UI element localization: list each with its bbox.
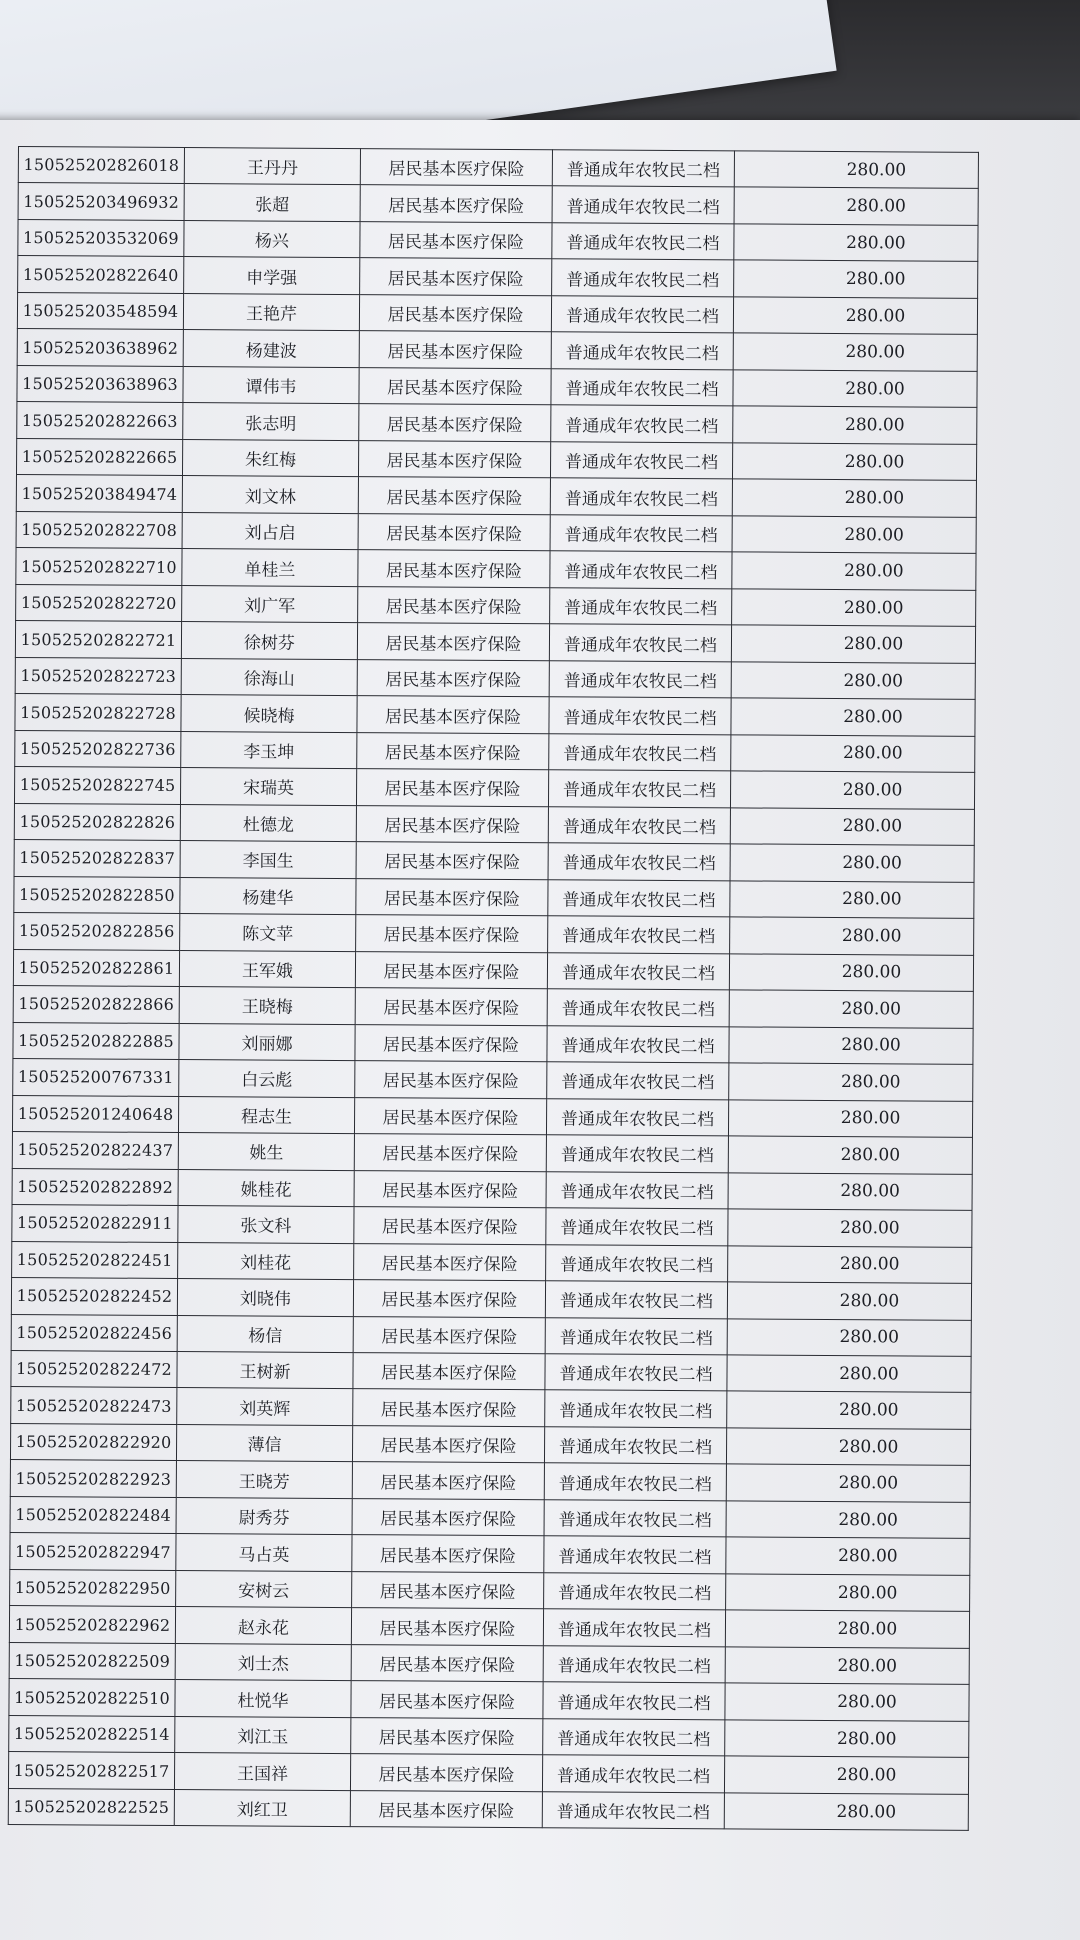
name-cell: 王晓梅 <box>179 987 355 1025</box>
table-row <box>17 292 977 334</box>
amount-cell: 280.00 <box>726 1428 970 1466</box>
contribution-tier-cell: 普通成年农牧民二档 <box>549 734 731 772</box>
name-cell: 刘桂花 <box>178 1242 354 1280</box>
name-cell: 姚生 <box>178 1133 354 1171</box>
amount-cell: 280.00 <box>728 1209 972 1247</box>
contribution-tier-cell: 普通成年农牧民二档 <box>546 1098 728 1136</box>
id-number-cell: 150525202822509 <box>9 1642 175 1679</box>
table-row <box>18 147 978 189</box>
table-row <box>13 1022 973 1064</box>
name-cell: 单桂兰 <box>182 549 358 587</box>
contribution-tier-cell: 普通成年农牧民二档 <box>551 369 733 407</box>
table-row <box>14 913 974 955</box>
id-number-cell: 150525202826018 <box>18 147 184 184</box>
contribution-tier-cell: 普通成年农牧民二档 <box>550 478 732 516</box>
name-cell: 刘占启 <box>182 512 358 550</box>
table-row <box>12 1205 972 1247</box>
table-row <box>15 730 975 772</box>
insurance-type-cell: 居民基本医疗保险 <box>358 440 550 478</box>
name-cell: 赵永花 <box>175 1607 351 1645</box>
amount-cell: 280.00 <box>728 1136 972 1174</box>
name-cell: 杨兴 <box>184 220 360 258</box>
name-cell: 薄信 <box>176 1424 352 1462</box>
name-cell: 程志生 <box>178 1096 354 1134</box>
table-row <box>13 949 973 991</box>
table-row <box>14 840 974 882</box>
name-cell: 杜德龙 <box>180 804 356 842</box>
insurance-type-cell: 居民基本医疗保险 <box>352 1426 544 1464</box>
id-number-cell: 150525200767331 <box>13 1059 179 1096</box>
name-cell: 刘文林 <box>182 476 358 514</box>
amount-cell: 280.00 <box>733 406 977 444</box>
insurance-type-cell: 居民基本医疗保险 <box>356 769 548 807</box>
id-number-cell: 150525202822856 <box>14 913 180 950</box>
name-cell: 刘士杰 <box>175 1643 351 1681</box>
table-row <box>15 657 975 699</box>
insurance-type-cell: 居民基本医疗保险 <box>353 1353 545 1391</box>
name-cell: 白云彪 <box>179 1060 355 1098</box>
insurance-type-cell: 居民基本医疗保险 <box>352 1571 544 1609</box>
contribution-tier-cell: 普通成年农牧民二档 <box>546 1171 728 1209</box>
contribution-tier-cell: 普通成年农牧民二档 <box>548 843 730 881</box>
name-cell: 杨信 <box>177 1315 353 1353</box>
name-cell: 杨建波 <box>183 330 359 368</box>
insurance-type-cell: 居民基本医疗保险 <box>358 550 550 588</box>
id-number-cell: 150525202822484 <box>10 1496 176 1533</box>
amount-cell: 280.00 <box>729 990 973 1028</box>
table-row <box>16 548 976 590</box>
contribution-tier-cell: 普通成年农牧民二档 <box>552 223 734 261</box>
table-row <box>18 256 978 298</box>
table-row <box>9 1679 969 1721</box>
id-number-cell: 150525202822721 <box>15 621 181 658</box>
insurance-type-cell: 居民基本医疗保险 <box>350 1754 542 1792</box>
id-number-cell: 150525202822525 <box>8 1788 174 1825</box>
id-number-cell: 150525202822736 <box>15 730 181 767</box>
table-row <box>9 1642 969 1684</box>
insurance-type-cell: 居民基本医疗保险 <box>353 1280 545 1318</box>
contribution-tier-cell: 普通成年农牧民二档 <box>543 1609 725 1647</box>
table-row <box>10 1496 970 1538</box>
id-number-cell: 150525203532069 <box>18 219 184 256</box>
name-cell: 尉秀芬 <box>176 1497 352 1535</box>
contribution-tier-cell: 普通成年农牧民二档 <box>550 442 732 480</box>
insurance-type-cell: 居民基本医疗保险 <box>352 1535 544 1573</box>
name-cell: 王国祥 <box>174 1753 350 1791</box>
insurance-type-cell: 居民基本医疗保险 <box>357 623 549 661</box>
id-number-cell: 150525202822866 <box>13 986 179 1023</box>
table-row <box>11 1277 971 1319</box>
table-row <box>9 1606 969 1648</box>
name-cell: 李国生 <box>180 841 356 879</box>
id-number-cell: 150525202822437 <box>12 1132 178 1169</box>
insurance-type-cell: 居民基本医疗保险 <box>353 1316 545 1354</box>
amount-cell: 280.00 <box>725 1647 969 1685</box>
id-number-cell: 150525202822850 <box>14 876 180 913</box>
contribution-tier-cell: 普通成年农牧民二档 <box>545 1317 727 1355</box>
id-number-cell: 150525202822861 <box>13 949 179 986</box>
amount-cell: 280.00 <box>729 954 973 992</box>
contribution-tier-cell: 普通成年农牧民二档 <box>551 405 733 443</box>
table-row <box>18 219 978 261</box>
insurance-type-cell: 居民基本医疗保险 <box>352 1462 544 1500</box>
amount-cell: 280.00 <box>726 1501 970 1539</box>
insurance-type-cell: 居民基本医疗保险 <box>354 1243 546 1281</box>
amount-cell: 280.00 <box>728 1172 972 1210</box>
amount-cell: 280.00 <box>725 1720 969 1758</box>
table-row <box>11 1314 971 1356</box>
amount-cell: 280.00 <box>727 1282 971 1320</box>
table-row <box>11 1387 971 1429</box>
name-cell: 刘红卫 <box>174 1789 350 1827</box>
table-row <box>11 1350 971 1392</box>
table-row <box>8 1752 968 1794</box>
name-cell: 候晓梅 <box>181 695 357 733</box>
name-cell: 安树云 <box>176 1570 352 1608</box>
insurance-type-cell: 居民基本医疗保险 <box>354 1207 546 1245</box>
contribution-tier-cell: 普通成年农牧民二档 <box>542 1792 724 1830</box>
amount-cell: 280.00 <box>727 1355 971 1393</box>
amount-cell: 280.00 <box>729 1063 973 1101</box>
amount-cell: 280.00 <box>727 1318 971 1356</box>
id-number-cell: 150525203548594 <box>17 292 183 329</box>
insurance-type-cell: 居民基本医疗保险 <box>357 732 549 770</box>
insurance-type-cell: 居民基本医疗保险 <box>360 185 552 223</box>
amount-cell: 280.00 <box>730 844 974 882</box>
table-row <box>12 1241 972 1283</box>
name-cell: 张超 <box>184 184 360 222</box>
id-number-cell: 150525202822885 <box>13 1022 179 1059</box>
name-cell: 王艳芹 <box>183 293 359 331</box>
contribution-tier-cell: 普通成年农牧民二档 <box>543 1646 725 1684</box>
amount-cell: 280.00 <box>733 370 977 408</box>
contribution-tier-cell: 普通成年农牧民二档 <box>544 1536 726 1574</box>
amount-cell: 280.00 <box>729 1026 973 1064</box>
amount-cell: 280.00 <box>726 1537 970 1575</box>
name-cell: 谭伟韦 <box>183 366 359 404</box>
contribution-tier-cell: 普通成年农牧民二档 <box>550 588 732 626</box>
id-number-cell: 150525202822720 <box>16 584 182 621</box>
id-number-cell: 150525202822451 <box>12 1241 178 1278</box>
table-row <box>13 986 973 1028</box>
contribution-tier-cell: 普通成年农牧民二档 <box>551 332 733 370</box>
amount-cell: 280.00 <box>728 1099 972 1137</box>
id-number-cell: 150525201240648 <box>12 1095 178 1132</box>
table-row <box>13 1059 973 1101</box>
id-number-cell: 150525202822723 <box>15 657 181 694</box>
contribution-tier-cell: 普通成年农牧民二档 <box>544 1573 726 1611</box>
amount-cell: 280.00 <box>734 224 978 262</box>
name-cell: 徐海山 <box>181 658 357 696</box>
amount-cell: 280.00 <box>734 187 978 225</box>
amount-cell: 280.00 <box>732 552 976 590</box>
table-row <box>9 1715 969 1757</box>
table-row <box>16 438 976 480</box>
amount-cell: 280.00 <box>732 443 976 481</box>
contribution-tier-cell: 普通成年农牧民二档 <box>543 1719 725 1757</box>
id-number-cell: 150525202822663 <box>17 402 183 439</box>
table-row <box>18 183 978 225</box>
table-row <box>14 803 974 845</box>
amount-cell: 280.00 <box>731 698 975 736</box>
table-row <box>17 329 977 371</box>
amount-cell: 280.00 <box>730 881 974 919</box>
table-row <box>17 365 977 407</box>
insurance-type-cell: 居民基本医疗保险 <box>351 1717 543 1755</box>
contribution-tier-cell: 普通成年农牧民二档 <box>546 1244 728 1282</box>
amount-cell: 280.00 <box>724 1756 968 1794</box>
insurance-type-cell: 居民基本医疗保险 <box>360 258 552 296</box>
contribution-tier-cell: 普通成年农牧民二档 <box>550 551 732 589</box>
contribution-tier-cell: 普通成年农牧民二档 <box>548 879 730 917</box>
amount-cell: 280.00 <box>734 151 978 189</box>
table-row <box>17 402 977 444</box>
amount-cell: 280.00 <box>734 260 978 298</box>
insurance-type-cell: 居民基本医疗保险 <box>351 1681 543 1719</box>
id-number-cell: 150525202822710 <box>16 548 182 585</box>
amount-cell: 280.00 <box>732 479 976 517</box>
name-cell: 王晓芳 <box>176 1461 352 1499</box>
insurance-type-cell: 居民基本医疗保险 <box>357 659 549 697</box>
table-row <box>10 1533 970 1575</box>
name-cell: 马占英 <box>176 1534 352 1572</box>
table-row <box>12 1132 972 1174</box>
contribution-tier-cell: 普通成年农牧民二档 <box>542 1755 724 1793</box>
name-cell: 刘晓伟 <box>177 1279 353 1317</box>
contribution-tier-cell: 普通成年农牧民二档 <box>552 186 734 224</box>
contribution-tier-cell: 普通成年农牧民二档 <box>549 661 731 699</box>
id-number-cell: 150525202822472 <box>11 1350 177 1387</box>
amount-cell: 280.00 <box>726 1464 970 1502</box>
amount-cell: 280.00 <box>727 1391 971 1429</box>
insurance-type-cell: 居民基本医疗保险 <box>353 1389 545 1427</box>
name-cell: 张文科 <box>178 1206 354 1244</box>
contribution-tier-cell: 普通成年农牧民二档 <box>550 515 732 553</box>
table-row <box>15 621 975 663</box>
contribution-tier-cell: 普通成年农牧民二档 <box>544 1500 726 1538</box>
id-number-cell: 150525202822947 <box>10 1533 176 1570</box>
amount-cell: 280.00 <box>731 662 975 700</box>
table-row <box>15 694 975 736</box>
name-cell: 张志明 <box>183 403 359 441</box>
name-cell: 姚桂花 <box>178 1169 354 1207</box>
insurance-type-cell: 居民基本医疗保险 <box>354 1170 546 1208</box>
name-cell: 杜悦华 <box>175 1680 351 1718</box>
id-number-cell: 150525202822728 <box>15 694 181 731</box>
contribution-tier-cell: 普通成年农牧民二档 <box>548 806 730 844</box>
contribution-tier-cell: 普通成年农牧民二档 <box>547 1025 729 1063</box>
name-cell: 杨建华 <box>180 877 356 915</box>
amount-cell: 280.00 <box>731 735 975 773</box>
table-row <box>16 584 976 626</box>
contribution-tier-cell: 普通成年农牧民二档 <box>552 259 734 297</box>
id-number-cell: 150525202822510 <box>9 1679 175 1716</box>
insurance-type-cell: 居民基本医疗保险 <box>351 1608 543 1646</box>
id-number-cell: 150525202822892 <box>12 1168 178 1205</box>
table-body <box>8 147 978 1831</box>
name-cell: 宋瑞英 <box>180 768 356 806</box>
insurance-type-cell: 居民基本医疗保险 <box>358 477 550 515</box>
id-number-cell: 150525202822514 <box>9 1715 175 1752</box>
insurance-type-cell: 居民基本医疗保险 <box>355 1061 547 1099</box>
id-number-cell: 150525202822456 <box>11 1314 177 1351</box>
table-row <box>12 1095 972 1137</box>
contribution-tier-cell: 普通成年农牧民二档 <box>546 1135 728 1173</box>
contribution-tier-cell: 普通成年农牧民二档 <box>548 770 730 808</box>
insurance-type-cell: 居民基本医疗保险 <box>359 367 551 405</box>
id-number-cell: 150525202822923 <box>10 1460 176 1497</box>
insurance-type-cell: 居民基本医疗保险 <box>356 915 548 953</box>
contribution-tier-cell: 普通成年农牧民二档 <box>549 624 731 662</box>
amount-cell: 280.00 <box>731 625 975 663</box>
table-row <box>8 1788 968 1830</box>
insurance-type-cell: 居民基本医疗保险 <box>354 1097 546 1135</box>
amount-cell: 280.00 <box>733 297 977 335</box>
amount-cell: 280.00 <box>730 808 974 846</box>
insurance-type-cell: 居民基本医疗保险 <box>358 586 550 624</box>
id-number-cell: 150525202822962 <box>9 1606 175 1643</box>
insurance-type-cell: 居民基本医疗保险 <box>356 805 548 843</box>
id-number-cell: 150525202822708 <box>16 511 182 548</box>
name-cell: 王丹丹 <box>184 148 360 186</box>
name-cell: 刘广军 <box>182 585 358 623</box>
amount-cell: 280.00 <box>725 1610 969 1648</box>
table-row <box>12 1168 972 1210</box>
insurance-type-cell: 居民基本医疗保险 <box>357 696 549 734</box>
contribution-tier-cell: 普通成年农牧民二档 <box>551 296 733 334</box>
insurance-type-cell: 居民基本医疗保险 <box>355 951 547 989</box>
id-number-cell: 150525202822665 <box>16 438 182 475</box>
name-cell: 朱红梅 <box>182 439 358 477</box>
id-number-cell: 150525203849474 <box>16 475 182 512</box>
contribution-tier-cell: 普通成年农牧民二档 <box>543 1682 725 1720</box>
insurance-type-cell: 居民基本医疗保险 <box>356 878 548 916</box>
contribution-tier-cell: 普通成年农牧民二档 <box>544 1463 726 1501</box>
contribution-tier-cell: 普通成年农牧民二档 <box>545 1354 727 1392</box>
id-number-cell: 150525202822950 <box>10 1569 176 1606</box>
amount-cell: 280.00 <box>725 1683 969 1721</box>
insurance-type-cell: 居民基本医疗保险 <box>358 513 550 551</box>
table-row <box>10 1569 970 1611</box>
contribution-tier-cell: 普通成年农牧民二档 <box>544 1427 726 1465</box>
name-cell: 王军娥 <box>179 950 355 988</box>
id-number-cell: 150525202822517 <box>8 1752 174 1789</box>
insurance-type-cell: 居民基本医疗保险 <box>359 404 551 442</box>
name-cell: 申学强 <box>184 257 360 295</box>
id-number-cell: 150525202822837 <box>14 840 180 877</box>
id-number-cell: 150525202822911 <box>12 1205 178 1242</box>
insurance-type-cell: 居民基本医疗保险 <box>359 331 551 369</box>
contribution-tier-cell: 普通成年农牧民二档 <box>547 989 729 1027</box>
contribution-tier-cell: 普通成年农牧民二档 <box>552 150 734 188</box>
amount-cell: 280.00 <box>730 771 974 809</box>
insurance-type-cell: 居民基本医疗保险 <box>350 1790 542 1828</box>
amount-cell: 280.00 <box>724 1793 968 1831</box>
name-cell: 王树新 <box>177 1351 353 1389</box>
id-number-cell: 150525202822640 <box>18 256 184 293</box>
table-row <box>14 876 974 918</box>
table-row <box>16 511 976 553</box>
id-number-cell: 150525203638962 <box>17 329 183 366</box>
id-number-cell: 150525202822745 <box>14 767 180 804</box>
id-number-cell: 150525202822452 <box>11 1277 177 1314</box>
amount-cell: 280.00 <box>732 516 976 554</box>
amount-cell: 280.00 <box>730 917 974 955</box>
amount-cell: 280.00 <box>732 589 976 627</box>
name-cell: 徐树芬 <box>181 622 357 660</box>
insurance-type-cell: 居民基本医疗保险 <box>356 842 548 880</box>
name-cell: 刘丽娜 <box>179 1023 355 1061</box>
contribution-tier-cell: 普通成年农牧民二档 <box>548 916 730 954</box>
insurance-type-cell: 居民基本医疗保险 <box>355 988 547 1026</box>
table-row <box>16 475 976 517</box>
name-cell: 刘英辉 <box>177 1388 353 1426</box>
insurance-type-cell: 居民基本医疗保险 <box>355 1024 547 1062</box>
insurance-type-cell: 居民基本医疗保险 <box>359 295 551 333</box>
name-cell: 刘江玉 <box>175 1716 351 1754</box>
id-number-cell: 150525203638963 <box>17 365 183 402</box>
table-row <box>14 767 974 809</box>
insurance-type-cell: 居民基本医疗保险 <box>360 149 552 187</box>
contribution-tier-cell: 普通成年农牧民二档 <box>545 1281 727 1319</box>
insurance-type-cell: 居民基本医疗保险 <box>352 1498 544 1536</box>
contribution-tier-cell: 普通成年农牧民二档 <box>545 1390 727 1428</box>
contribution-tier-cell: 普通成年农牧民二档 <box>547 952 729 990</box>
insurance-roster-table <box>8 146 979 1831</box>
id-number-cell: 150525202822920 <box>10 1423 176 1460</box>
table-row <box>10 1423 970 1465</box>
amount-cell: 280.00 <box>728 1245 972 1283</box>
id-number-cell: 150525202822473 <box>11 1387 177 1424</box>
contribution-tier-cell: 普通成年农牧民二档 <box>549 697 731 735</box>
insurance-type-cell: 居民基本医疗保险 <box>351 1644 543 1682</box>
contribution-tier-cell: 普通成年农牧民二档 <box>546 1208 728 1246</box>
table-row <box>10 1460 970 1502</box>
amount-cell: 280.00 <box>733 333 977 371</box>
amount-cell: 280.00 <box>726 1574 970 1612</box>
name-cell: 李玉坤 <box>181 731 357 769</box>
id-number-cell: 150525202822826 <box>14 803 180 840</box>
name-cell: 陈文苹 <box>180 914 356 952</box>
insurance-type-cell: 居民基本医疗保险 <box>354 1134 546 1172</box>
contribution-tier-cell: 普通成年农牧民二档 <box>547 1062 729 1100</box>
id-number-cell: 150525203496932 <box>18 183 184 220</box>
insurance-type-cell: 居民基本医疗保险 <box>360 222 552 260</box>
